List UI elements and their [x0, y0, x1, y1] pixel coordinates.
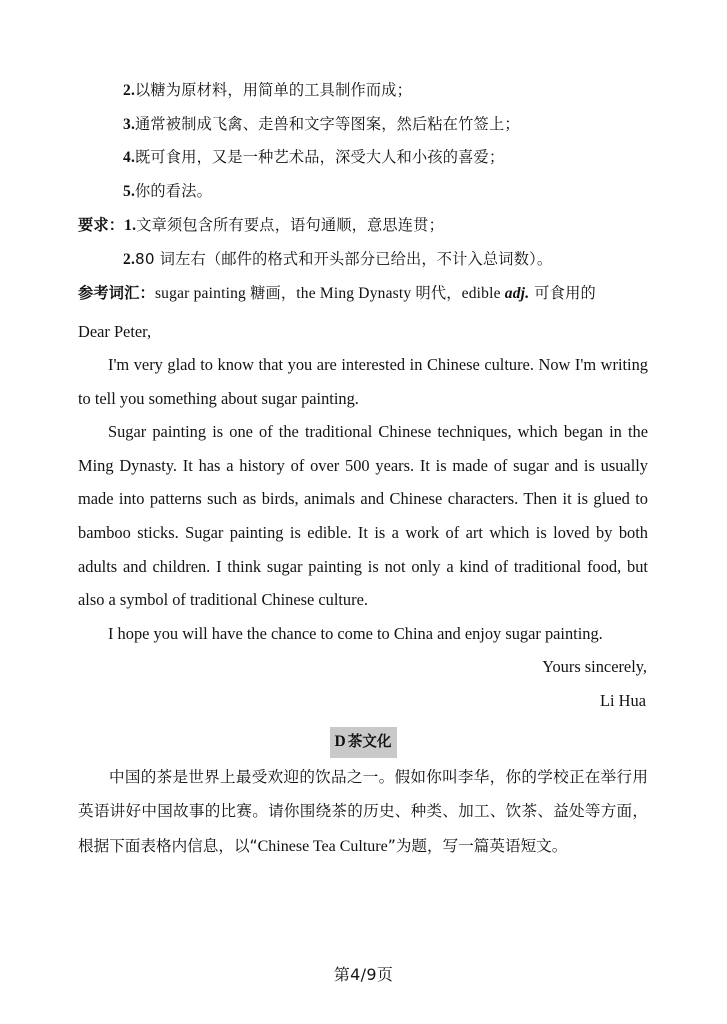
- list-item-text: 以糖为原材料，用简单的工具制作而成；: [135, 81, 413, 99]
- vocabulary-block: [78, 277, 648, 311]
- vocabulary-label: 参考词汇：: [78, 284, 155, 302]
- section-heading-wrapper: [78, 727, 648, 758]
- letter-paragraph: I'm very glad to know that you are interested in Chinese culture. Now I'm writing to tell you something about sugar painting.: [78, 355, 648, 408]
- vocabulary-term-3: edible: [461, 285, 505, 302]
- list-item-text: 既可食用，又是一种艺术品，深受大人和小孩的喜爱；: [135, 148, 505, 166]
- list-item-number: 3.: [123, 115, 136, 133]
- prompt-item-list: [78, 74, 648, 208]
- letter-closing: Yours sincerely,: [542, 657, 647, 677]
- task-paragraph: [78, 760, 648, 865]
- sample-letter: [78, 315, 648, 718]
- requirements-line-1: [78, 209, 648, 243]
- section-letter: D: [334, 732, 346, 750]
- section-d-heading: [330, 727, 397, 758]
- list-item: [78, 108, 648, 142]
- task-paragraph-part2: ”为题，写一篇英语短文。: [387, 836, 568, 855]
- letter-paragraph: Sugar painting is one of the traditional Chinese techniques, which began in the Ming Dynasty. It has a history of over 500 years. It is made of sugar and is usually made into patterns such as birds, animals and Chinese characters. Then it is glued to bamboo sticks. Sugar painting is edible. It is a work of art which is loved by both adults and children. I think sugar painting is not only a kind of traditional food, but also a symbol of traditional Chinese culture.: [78, 422, 648, 610]
- list-item: [78, 175, 648, 209]
- requirements-block: [78, 209, 648, 276]
- vocabulary-term-1: sugar painting: [154, 285, 251, 302]
- list-item-text: 通常被制成飞禽、走兽和文字等图案，然后粘在竹签上；: [135, 114, 520, 133]
- list-item-number: 2.: [123, 82, 136, 99]
- page-footer: 第4/9页: [333, 965, 394, 984]
- vocabulary-term-2: the Ming Dynasty: [296, 285, 416, 302]
- requirement-text: 80 词左右（邮件的格式和开头部分已给出，不计入总词数）。: [135, 249, 553, 268]
- letter-signature: Li Hua: [600, 691, 646, 711]
- requirements-label: 要求：: [78, 216, 125, 234]
- letter-salutation: Dear Peter,: [78, 321, 152, 341]
- vocabulary-gloss-3: 可食用的: [529, 284, 596, 302]
- requirement-text: 文章须包含所有要点，语句通顺，意思连贯；: [136, 216, 444, 234]
- vocabulary-gloss-2: 明代，: [415, 284, 462, 302]
- letter-paragraph: I hope you will have the chance to come to China and enjoy sugar painting.: [108, 623, 603, 643]
- requirements-line-2: [78, 243, 648, 277]
- list-item-text: 你的看法。: [135, 181, 212, 200]
- requirement-number: 1.: [124, 217, 137, 234]
- list-item-number: 4.: [123, 149, 136, 166]
- task-paragraph-part1: 中国的茶是世界上最受欢迎的饮品之一。假如你叫李华，你的学校正在举行用英语讲好中国故事的比赛。请你围绕茶的历史、种类、加工、饮茶、益处等方面，根据下面表格内信息，以“: [78, 767, 648, 855]
- vocabulary-gloss-1: 糖画，: [250, 284, 297, 302]
- list-item-number: 5.: [123, 182, 136, 200]
- task-essay-title: Chinese Tea Culture: [257, 837, 388, 855]
- list-item: [78, 141, 648, 175]
- vocabulary-pos-3: adj.: [504, 285, 530, 302]
- list-item: [78, 74, 648, 108]
- requirement-number: 2.: [123, 250, 136, 268]
- page-content: [78, 74, 648, 864]
- section-title: 茶文化: [347, 732, 392, 750]
